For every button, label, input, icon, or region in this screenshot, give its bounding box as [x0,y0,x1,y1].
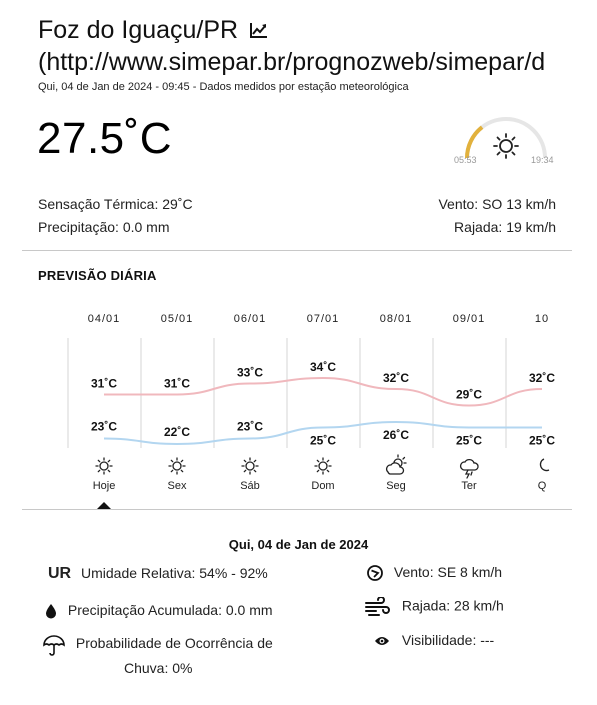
location-name: Foz do Iguaçu/PR [38,16,239,44]
max-temp-label: 31˚C [163,376,191,391]
current-wind: Vento: SO 13 km/h [438,196,556,212]
humidity-text: Umidade Relativa: 54% - 92% [81,565,268,581]
visibility-row [374,632,494,648]
max-temp-label: 32˚C [382,371,410,385]
sun-icon [96,458,112,474]
umbrella-icon [42,635,66,657]
day-label: Seg [386,480,406,492]
rain-prob-row [42,635,273,657]
day-date: 05/01 [160,313,194,325]
ur-icon: UR [48,565,72,582]
feels-like: Sensação Térmica: 29˚C [38,196,193,212]
wind-direction-icon [366,564,384,582]
day-label: Ter [461,480,477,492]
day-label: Hoje [92,480,116,492]
sun-icon [315,458,331,474]
day-date: 09/01 [452,313,486,325]
measurement-subtitle: Qui, 04 de Jan de 2024 - 09:45 - Dados medidos por estação meteorológica [38,81,409,93]
precip-accum-text: Precipitação Acumulada: 0.0 mm [67,602,273,618]
day-date: 08/01 [379,313,413,325]
max-temp-label: 32˚C [528,371,556,385]
day-label: Q [537,480,547,492]
partly-cloudy-icon [387,455,406,474]
daily-forecast-title: PREVISÃO DIÁRIA [38,268,157,283]
detail-wind-text: Vento: SE 8 km/h [393,564,503,580]
min-temp-label: 23˚C [236,419,264,434]
day-date: 07/01 [306,313,340,325]
sunrise-time: 05:53 [454,155,477,165]
humidity-row [48,565,268,583]
day-date: 10 [534,313,550,325]
max-temp-label: 29˚C [455,387,483,402]
moon-cloud-icon [540,459,549,471]
sunset-time: 19:34 [531,155,554,165]
sun-icon [242,458,258,474]
precip-accum-row [44,602,273,619]
drop-icon [44,603,58,619]
daily-forecast-chart[interactable] [0,300,597,520]
storm-cloud-icon [461,460,478,478]
divider [22,250,572,251]
source-url[interactable]: (http://www.simepar.br/prognozweb/simepar/d [38,48,546,76]
max-temp-label: 31˚C [90,376,118,391]
day-label: Dom [311,480,335,492]
selected-day-marker [97,502,111,509]
day-label: Sáb [240,480,260,492]
visibility-text: Visibilidade: --- [401,632,495,648]
rain-prob-text-1: Probabilidade de Ocorrência de [75,635,273,651]
eye-icon [374,635,390,647]
min-temp-label: 25˚C [309,433,337,448]
location-title [38,14,269,46]
min-temp-label: 22˚C [163,425,191,439]
detail-wind-row [366,564,502,582]
min-temp-label: 23˚C [90,419,118,434]
detail-gust-row [364,597,504,617]
current-gust: Rajada: 19 km/h [454,219,556,235]
min-temp-label: 26˚C [382,428,410,442]
wind-gust-icon [364,597,392,617]
current-temperature: 27.5˚C [37,114,173,163]
selected-day-date: Qui, 04 de Jan de 2024 [228,537,369,552]
max-temp-label: 34˚C [309,360,337,374]
day-date: 06/01 [233,313,267,325]
current-precipitation: Precipitação: 0.0 mm [38,219,170,235]
min-temp-label: 25˚C [455,433,483,448]
trend-chart-icon[interactable] [249,21,269,39]
max-temp-label: 33˚C [236,365,264,380]
detail-gust-text: Rajada: 28 km/h [401,597,504,614]
sun-icon [169,458,185,474]
sun-icon [494,134,518,158]
rain-prob-text-2: Chuva: 0% [124,660,193,676]
day-date: 04/01 [87,313,121,325]
day-label: Sex [167,480,187,492]
forecast-divider [22,509,572,510]
min-temp-label: 25˚C [528,433,556,448]
